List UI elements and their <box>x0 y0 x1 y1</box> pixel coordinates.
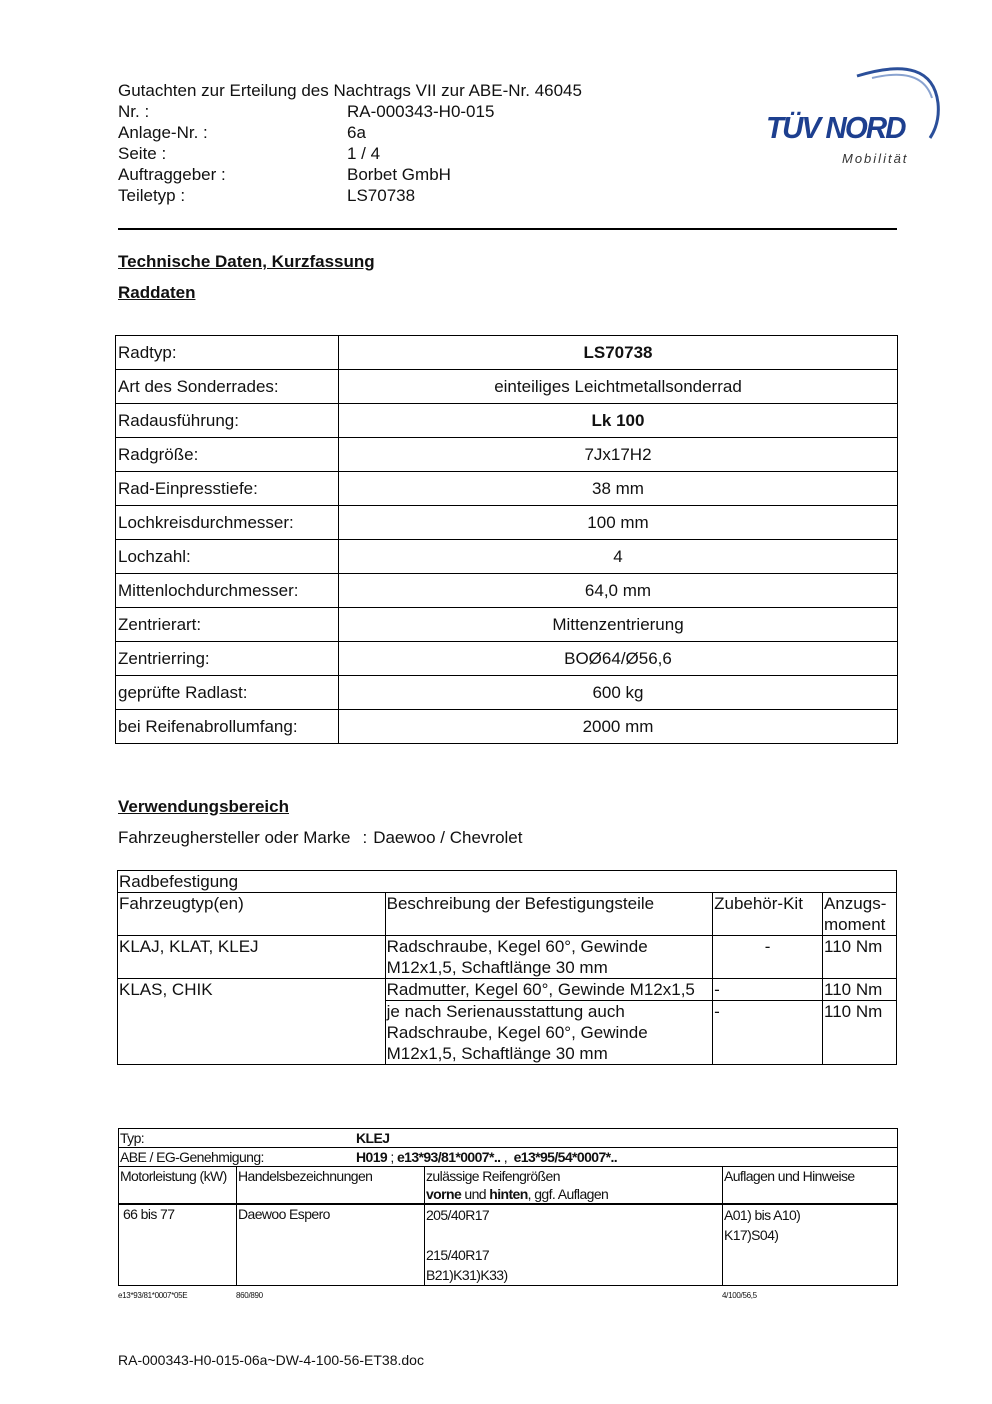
wheel-key: Radausführung: <box>116 404 339 438</box>
fixing-kit: - <box>713 1001 823 1065</box>
notes-line: K17)S04) <box>724 1227 779 1243</box>
header-label: Nr. : <box>118 102 150 121</box>
header-label: Teiletyp : <box>118 186 186 205</box>
wheel-fixing-table <box>117 870 897 1065</box>
fixing-torque: 110 Nm <box>823 979 897 1001</box>
wheel-value: Lk 100 <box>339 404 898 438</box>
fixing-types: KLAJ, KLAT, KLEJ <box>118 936 386 979</box>
fixing-title: Radbefestigung <box>118 871 897 893</box>
wheel-value: 38 mm <box>339 472 898 506</box>
table-row <box>116 710 898 744</box>
notes-line: A01) bis A10) <box>724 1207 801 1223</box>
table-row <box>118 1001 897 1065</box>
tuv-nord-logo <box>762 58 942 178</box>
header-value: 1 / 4 <box>347 144 381 163</box>
tiny-code-a: e13*93/81*0007*05E <box>118 1291 188 1300</box>
row-motor: 66 bis 77 <box>119 1204 237 1286</box>
header-divider <box>118 228 897 230</box>
header-reifen-line2 <box>426 1185 721 1203</box>
wheel-value: LS70738 <box>339 336 898 370</box>
typ-label: Typ: <box>120 1130 145 1146</box>
tire-notes: B21)K31)K33) <box>426 1267 508 1283</box>
tire-size: 215/40R17 <box>426 1247 490 1263</box>
fixing-header: Zubehör-Kit <box>713 893 823 936</box>
wheel-data-table <box>115 335 898 744</box>
wheel-key: Rad-Einpresstiefe: <box>116 472 339 506</box>
abe-sep: , <box>500 1149 514 1165</box>
table-row <box>116 540 898 574</box>
manufacturer-line <box>118 828 523 848</box>
table-row <box>118 871 897 893</box>
tiny-code-b: 860/890 <box>236 1291 263 1300</box>
wheel-value: BOØ64/Ø56,6 <box>339 642 898 676</box>
vehicle-type-table <box>118 1128 898 1286</box>
table-row <box>116 336 898 370</box>
table-row <box>118 979 897 1001</box>
manufacturer-separator: : <box>362 828 368 847</box>
header-reifen <box>425 1167 723 1205</box>
wheel-value: 7Jx17H2 <box>339 438 898 472</box>
wheel-value: 4 <box>339 540 898 574</box>
table-row <box>116 642 898 676</box>
typ-row <box>119 1129 898 1148</box>
abe-value: H019 <box>356 1149 388 1165</box>
wheel-key: Radgröße: <box>116 438 339 472</box>
table-row <box>116 574 898 608</box>
section-verwendung-title: Verwendungsbereich <box>118 797 289 816</box>
header-hinten: hinten <box>489 1186 528 1202</box>
abe-row <box>119 1148 898 1167</box>
header-value: 6a <box>347 123 366 142</box>
typ-value: KLEJ <box>356 1130 390 1146</box>
header-row-auftraggeber <box>118 164 582 185</box>
logo-brand: TÜV NORD <box>766 110 905 145</box>
table-row <box>119 1129 898 1148</box>
wheel-value: 100 mm <box>339 506 898 540</box>
fixing-desc: Radmutter, Kegel 60°, Gewinde M12x1,5 <box>385 979 712 1001</box>
wheel-key: Zentrierring: <box>116 642 339 676</box>
header-row-teiletyp <box>118 185 582 206</box>
row-notes <box>723 1204 898 1286</box>
wheel-value: 600 kg <box>339 676 898 710</box>
header-handel: Handelsbezeichnungen <box>237 1167 425 1205</box>
tire-size: 205/40R17 <box>426 1207 490 1223</box>
fixing-kit: - <box>713 936 823 979</box>
wheel-value: einteiliges Leichtmetallsonderrad <box>339 370 898 404</box>
fixing-types <box>118 1001 386 1065</box>
header-title: Gutachten zur Erteilung des Nachtrags VII zur ABE-Nr. 46045 <box>118 81 582 100</box>
tiny-code-c: 4/100/56,5 <box>722 1291 757 1300</box>
wheel-value: Mittenzentrierung <box>339 608 898 642</box>
fixing-header: Beschreibung der Befestigungsteile <box>385 893 712 936</box>
fixing-kit: - <box>713 979 823 1001</box>
spacer <box>426 1225 721 1245</box>
header-value: LS70738 <box>347 186 416 205</box>
wheel-key: Mittenlochdurchmesser: <box>116 574 339 608</box>
header-label: Seite : <box>118 144 167 163</box>
table-header-row <box>118 893 897 936</box>
abe-label: ABE / EG-Genehmigung: <box>120 1149 264 1165</box>
table-row <box>116 404 898 438</box>
table-row <box>116 438 898 472</box>
fixing-header: Fahrzeugtyp(en) <box>118 893 386 936</box>
header-value: RA-000343-H0-015 <box>347 102 495 121</box>
row-tires <box>425 1204 723 1286</box>
manufacturer-label: Fahrzeughersteller oder Marke <box>118 828 351 847</box>
header-value: Borbet GmbH <box>347 165 451 184</box>
fixing-desc: je nach Serienausstattung auch Radschraube, Kegel 60°, Gewinde M12x1,5, Schaftlänge 30 mm <box>385 1001 712 1065</box>
manufacturer-value: Daewoo / Chevrolet <box>373 828 523 847</box>
section-raddaten-title: Raddaten <box>118 283 196 302</box>
header-label: Auftraggeber : <box>118 165 226 184</box>
fixing-types: KLAS, CHIK <box>118 979 386 1001</box>
header-vorne: vorne <box>426 1186 462 1202</box>
header-row-seite <box>118 143 582 164</box>
wheel-key: Radtyp: <box>116 336 339 370</box>
table-row <box>119 1148 898 1167</box>
logo-subtitle: Mobilität <box>842 151 909 166</box>
abe-sep: ; <box>387 1149 397 1165</box>
fixing-header: Anzugs-moment <box>823 893 897 936</box>
table-row <box>116 506 898 540</box>
wheel-key: Lochkreisdurchmesser: <box>116 506 339 540</box>
header-und: und <box>461 1186 490 1202</box>
table-row <box>116 676 898 710</box>
table-row <box>119 1204 898 1286</box>
wheel-key: Zentrierart: <box>116 608 339 642</box>
abe-value: e13*95/54*0007*.. <box>513 1149 618 1165</box>
table-row <box>116 370 898 404</box>
section-tech-title: Technische Daten, Kurzfassung <box>118 252 375 271</box>
header-row-anlage <box>118 122 582 143</box>
table-row <box>118 936 897 979</box>
header-label: Anlage-Nr. : <box>118 123 208 142</box>
header-reifen-line1: zulässige Reifengrößen <box>426 1168 560 1184</box>
table-row <box>116 608 898 642</box>
wheel-key: geprüfte Radlast: <box>116 676 339 710</box>
fixing-desc: Radschraube, Kegel 60°, Gewinde M12x1,5, Schaftlänge 30 mm <box>385 936 712 979</box>
row-handel: Daewoo Espero <box>237 1204 425 1286</box>
header-auflagen: Auflagen und Hinweise <box>723 1167 898 1205</box>
wheel-value: 64,0 mm <box>339 574 898 608</box>
wheel-key: Lochzahl: <box>116 540 339 574</box>
document-header <box>118 80 582 206</box>
header-motor: Motorleistung (kW) <box>119 1167 237 1205</box>
table-row <box>116 472 898 506</box>
wheel-key: Art des Sonderrades: <box>116 370 339 404</box>
wheel-key: bei Reifenabrollumfang: <box>116 710 339 744</box>
fixing-torque: 110 Nm <box>823 936 897 979</box>
table-header-row <box>119 1167 898 1205</box>
wheel-value: 2000 mm <box>339 710 898 744</box>
header-row-nr <box>118 101 582 122</box>
document-footer: RA-000343-H0-015-06a~DW-4-100-56-ET38.doc <box>118 1352 424 1368</box>
abe-value: e13*93/81*0007*.. <box>396 1149 501 1165</box>
header-rest: , ggf. Auflagen <box>527 1186 609 1202</box>
fixing-torque: 110 Nm <box>823 1001 897 1065</box>
